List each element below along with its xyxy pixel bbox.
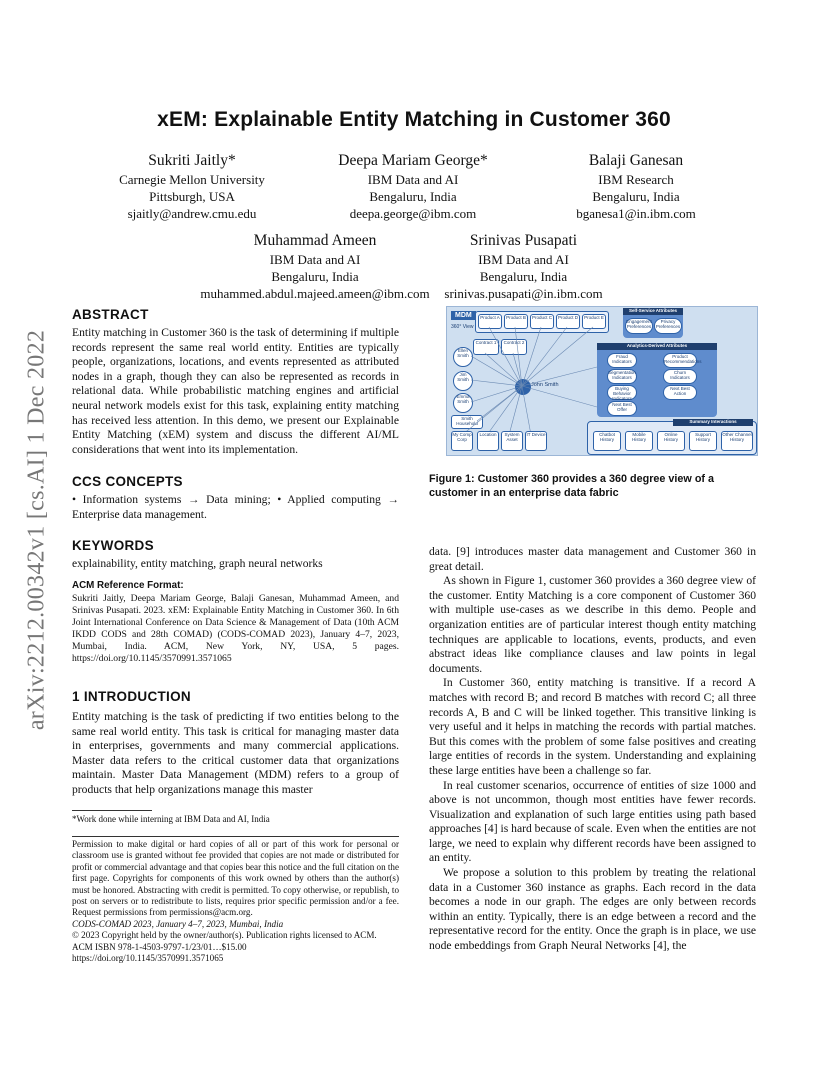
author-location: Bengaluru, India	[479, 269, 568, 284]
contract-node: Contract 1	[473, 339, 499, 355]
abstract-text: Entity matching in Customer 360 is the task of determining if multiple records represent the same real world entity. Entities are typically people, organizations, locations, and events represented as attributed nodes in a graph, though they can also be represented as records in relational data. While probabilistic matching engines and artificial neural network models exist for this task, explaining entity matching has received less attention. In this demo, we present our Explainable Entity Matching (xEM) system and discuss the different AI/ML considerations that went into its implementation.	[72, 326, 399, 456]
self-service-item: Engagement Preferences	[625, 318, 653, 334]
self-service-item: Privacy Preferences	[654, 318, 682, 334]
product-node: Product E	[582, 314, 606, 329]
abstract-section	[72, 307, 399, 457]
author-name: Srinivas Pusapati	[469, 232, 578, 249]
figure-view-label: 360° View	[451, 324, 474, 330]
paper-title: xEM: Explainable Entity Matching in Customer 360	[157, 108, 671, 131]
author-email: srinivas.pusapati@in.ibm.com	[444, 286, 603, 301]
summary-item: Chatbot History	[593, 431, 621, 451]
acm-reference	[72, 580, 399, 665]
product-node: Product D	[556, 314, 580, 329]
person-node: Jim Smith	[453, 371, 473, 391]
copyright-text: © 2023 Copyright held by the owner/author(s). Publication rights licensed to ACM.	[72, 930, 377, 941]
person-node: Ellen Smith	[453, 347, 473, 367]
keywords-section	[72, 538, 399, 572]
arxiv-sidebar-id	[22, 290, 52, 770]
keywords-text: explainability, entity matching, graph neural networks	[72, 557, 323, 570]
arxiv-id-text: arXiv:2212.00342v1 [cs.AI] 1 Dec 2022	[23, 329, 50, 731]
acm-ref-text: Sukriti Jaitly, Deepa Mariam George, Balaji Ganesan, Muhammad Ameen, and Srinivas Pusapati. 2023. xEM: Explainable Entity Matching in Customer 360. In 6th Joint International Conference on Data Science & Management of Data (10th ACM IKDD CODS and 28th COMAD) (CODS-COMAD 2023), January 4–7, 2023, Mumbai, India. ACM, New York, NY, USA, 5 pages. https://doi.org/10.1145/3570991.3571065	[72, 593, 399, 664]
intro-section	[72, 689, 399, 798]
author-affiliation: IBM Data and AI	[478, 252, 569, 267]
ccs-heading: CCS CONCEPTS	[72, 474, 183, 489]
contract-node: Contract 2	[501, 339, 527, 355]
paragraph: In real customer scenarios, occurrence of entities of size 1000 and above is not uncommon, though most entities have fewer records. Visualization and explanation of such large entities using path based approaches [4] is hard because of scale. Even when the entities are not large, we need to explain why different records have been assigned to an entity.	[429, 778, 756, 865]
analytics-item: Buying Behavior Indicators	[607, 385, 637, 400]
keywords-heading: KEYWORDS	[72, 538, 154, 553]
figure-mdm-label: MDM	[451, 311, 476, 320]
permission-block	[72, 836, 399, 964]
author-affiliation: IBM Research	[598, 172, 674, 187]
person-node: Emma Smith	[453, 393, 473, 413]
household-node: Smith Household	[451, 415, 483, 429]
paragraph: We propose a solution to this problem by treating the relational data in a Customer 360 instance as graphs. Each record in the data becomes a node in our graph. The edges are only between records within an entity. Typically, there is an edge between a record and the representative record for the entity. Once the graph is in place, we use node embeddings from Graph Neural Networks [4], the	[429, 866, 756, 953]
paragraph: data. [9] introduces master data management and Customer 360 in great detail.	[429, 545, 756, 573]
author-name: Muhammad Ameen	[253, 232, 377, 249]
author-location: Bengaluru, India	[369, 189, 457, 204]
center-entity-label: John Smith	[531, 382, 559, 388]
analytics-item: Fraud Indicators	[607, 353, 637, 368]
author-block	[536, 151, 736, 222]
author-block	[313, 151, 513, 222]
author-affiliation: IBM Data and AI	[269, 252, 361, 267]
product-node: Product B	[504, 314, 528, 329]
bottom-node: IT Device	[525, 431, 547, 451]
bottom-node: System Asset	[501, 431, 523, 451]
right-column-text	[429, 545, 756, 954]
doi-text: https://doi.org/10.1145/3570991.3571065	[72, 953, 224, 964]
paragraph: As shown in Figure 1, customer 360 provides a 360 degree view of the customer. Entity Matching is a core component of Customer 360 with multiple use-cases as we describe in this demo. People and organization entities are of particular interest though entity matching techniques are applicable to locations, events, products, and even abstract ideas like compliance clauses and law points in legal documents.	[429, 574, 756, 675]
author-name: Sukriti Jaitly*	[148, 152, 236, 169]
product-node: Product A	[478, 314, 502, 329]
isbn-text: ACM ISBN 978-1-4503-9797-1/23/01…$15.00	[72, 941, 247, 952]
abstract-heading: ABSTRACT	[72, 307, 149, 322]
ccs-text: • Information systems → Data mining; • Applied computing → Enterprise data management.	[72, 493, 399, 521]
self-service-title: Self-Service Attributes	[623, 308, 683, 315]
summary-item: Mobile History	[625, 431, 653, 451]
author-email: deepa.george@ibm.com	[349, 206, 477, 221]
ccs-section	[72, 474, 399, 522]
acm-ref-heading: ACM Reference Format:	[72, 580, 184, 591]
author-email: muhammed.abdul.majeed.ameen@ibm.com	[200, 286, 430, 301]
author-email: bganesa1@in.ibm.com	[576, 206, 696, 221]
author-name: Balaji Ganesan	[588, 152, 684, 169]
footnote-area	[72, 810, 399, 825]
author-affiliation: Carnegie Mellon University	[119, 172, 265, 187]
author-location: Bengaluru, India	[592, 189, 680, 204]
footnote-text: *Work done while interning at IBM Data and AI, India	[72, 814, 270, 824]
figure-caption: Figure 1: Customer 360 provides a 360 degree view of a customer in an enterprise data fabric	[429, 473, 715, 499]
intro-heading: 1 INTRODUCTION	[72, 689, 191, 704]
analytics-title: Analytics-Derived Attributes	[597, 343, 717, 350]
permission-text: Permission to make digital or hard copies of all or part of this work for personal or classroom use is granted without fee provided that copies are not made or distributed for profit or commercial advantage and that copies bear this notice and the full citation on the first page. Copyrights for components of this work owned by others than the author(s) must be honored. Abstracting with credit is permitted. To copy otherwise, or republish, to post on servers or to redistribute to lists, requires prior specific permission and/or a fee. Request permissions from permissions@acm.org.	[72, 839, 400, 918]
summary-item: Online History	[657, 431, 685, 451]
author-location: Pittsburgh, USA	[149, 189, 235, 204]
summary-item: Support History	[689, 431, 717, 451]
product-node: Product C	[530, 314, 554, 329]
author-block	[92, 151, 292, 222]
bottom-node: My Comp Corp	[451, 431, 473, 451]
venue-text: CODS-COMAD 2023, January 4–7, 2023, Mumbai, India	[72, 918, 284, 929]
author-block	[436, 231, 611, 302]
intro-text: Entity matching is the task of predicting if two entities belong to the same real world entity. This task is critical for managing master data in enterprises, governments and many commercial applications. Master data refers to the critical customer data that organizations maintain. Master Data Management (MDM) refers to a group of products that help organizations manage this master	[72, 710, 399, 796]
author-email: sjaitly@andrew.cmu.edu	[127, 206, 257, 221]
summary-item: Other Channel History	[721, 431, 753, 451]
bottom-node: Location	[477, 431, 499, 451]
summary-title: Summary Interactions	[673, 419, 753, 426]
analytics-item: Next Best Offer	[607, 401, 637, 416]
paragraph: In Customer 360, entity matching is transitive. If a record A matches with record B; and record B matches with record C; all three records A, B and C will be linked together. This transitive linking is very useful and it helps in matching the records with partial matches. But this comes with the problem of some false positives and creating large entities of records in the system. Understanding and explaining these large entities have been a challenge so far.	[429, 676, 756, 777]
footnote-rule	[72, 810, 152, 811]
analytics-item: Segmentation Indicators	[607, 369, 637, 384]
author-block	[195, 231, 435, 302]
author-affiliation: IBM Data and AI	[367, 172, 459, 187]
permission-rule	[72, 836, 399, 837]
analytics-item: Next Best Action	[663, 385, 697, 400]
analytics-item: Product Recommendations	[663, 353, 697, 368]
author-name: Deepa Mariam George*	[338, 152, 488, 169]
author-location: Bengaluru, India	[271, 269, 359, 284]
customer-360-figure	[446, 306, 758, 456]
analytics-item: Churn Indicators	[663, 369, 697, 384]
